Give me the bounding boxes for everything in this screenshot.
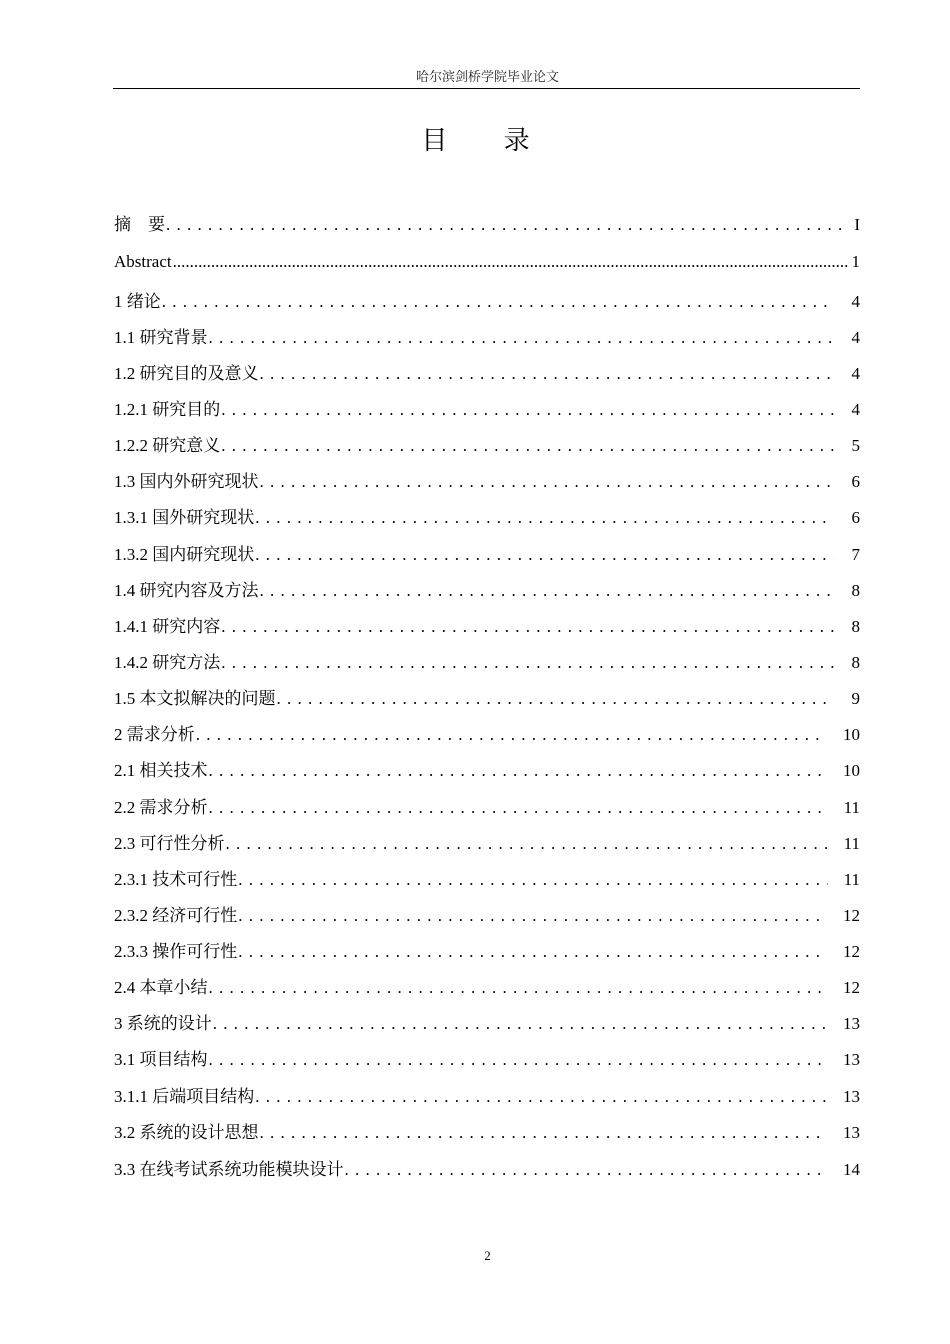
- toc-entry-page: 4: [851, 328, 860, 347]
- toc-entry-page: 10: [843, 725, 860, 744]
- toc-entry[interactable]: [114, 1009, 860, 1034]
- toc-entry[interactable]: [114, 359, 860, 384]
- toc-leader-dots: [345, 1160, 828, 1180]
- toc-leader-dots: [221, 400, 834, 420]
- toc-entry[interactable]: [114, 973, 860, 998]
- toc-entry[interactable]: [114, 431, 860, 456]
- toc-entry[interactable]: [114, 829, 860, 854]
- toc-entry[interactable]: [114, 287, 860, 312]
- toc-leader-dots: [255, 508, 834, 528]
- toc-entry[interactable]: [114, 1155, 860, 1180]
- toc-entry-page: 9: [851, 689, 860, 708]
- toc-entry-label: 1.1 研究背景: [114, 328, 208, 347]
- toc-entry-page: 4: [851, 292, 860, 311]
- toc-leader-dots: [209, 328, 835, 348]
- toc-entry-label: 2.4 本章小结: [114, 978, 208, 997]
- toc-leader-dots: [255, 1087, 827, 1107]
- toc-leader-dots: [238, 870, 827, 890]
- toc-leader-dots: [209, 978, 828, 998]
- toc-leader-dots: [166, 215, 848, 235]
- toc-entry-page: 12: [843, 978, 860, 997]
- toc-leader-dots: [221, 436, 834, 456]
- toc-entry[interactable]: [114, 865, 860, 890]
- toc-entry-page: 13: [843, 1087, 860, 1106]
- toc-entry-label: 摘 要: [114, 215, 165, 234]
- toc-entry-label: 2.3.3 操作可行性: [114, 942, 238, 961]
- toc-entry[interactable]: [114, 793, 860, 818]
- toc-entry-label: 1.4.1 研究内容: [114, 617, 221, 636]
- toc-entry-page: 6: [851, 508, 860, 527]
- toc-leader-dots: [238, 942, 827, 962]
- toc-entry[interactable]: [114, 648, 860, 673]
- toc-leader-dots: [255, 545, 834, 565]
- toc-entry-label: 3.3 在线考试系统功能模块设计: [114, 1160, 344, 1179]
- toc-leader-dots: [221, 617, 834, 637]
- toc-entry-page: 11: [843, 834, 860, 853]
- toc-leader-dots: [260, 581, 835, 601]
- toc-entry-page: 13: [843, 1050, 860, 1069]
- toc-entry[interactable]: [114, 540, 860, 565]
- toc-entry[interactable]: [114, 1082, 860, 1107]
- toc-title: 目 录: [421, 126, 554, 156]
- toc-entry-label: 2.2 需求分析: [114, 798, 208, 817]
- page-number: 2: [484, 1248, 491, 1263]
- toc-entry[interactable]: [114, 323, 860, 348]
- toc-leader-dots: [260, 472, 835, 492]
- toc-leader-dots: [221, 653, 834, 673]
- header-rule: [113, 88, 860, 89]
- toc-entry-label: 3.2 系统的设计思想: [114, 1123, 259, 1142]
- toc-entry-label: 2.3.2 经济可行性: [114, 906, 238, 925]
- toc-entry-label: 1.3.2 国内研究现状: [114, 545, 255, 564]
- toc-entry-label: 3.1.1 后端项目结构: [114, 1087, 255, 1106]
- toc-entry-label: 2.1 相关技术: [114, 761, 208, 780]
- toc-entry[interactable]: [114, 467, 860, 492]
- toc-leader-dots: [173, 252, 848, 272]
- toc-entry[interactable]: [114, 503, 860, 528]
- toc-entry-label: 2.3 可行性分析: [114, 834, 225, 853]
- toc-leader-dots: [196, 725, 827, 745]
- toc-entry-page: 6: [851, 472, 860, 491]
- toc-leader-dots: [277, 689, 835, 709]
- toc-entry-label: 1.5 本文拟解决的问题: [114, 689, 276, 708]
- toc-entry[interactable]: [114, 1045, 860, 1070]
- toc-entry-label: 3.1 项目结构: [114, 1050, 208, 1069]
- toc-entry-page: 11: [843, 798, 860, 817]
- toc-entry[interactable]: [114, 720, 860, 745]
- toc-entry[interactable]: [114, 1118, 860, 1143]
- toc-entry-label: 1.2.1 研究目的: [114, 400, 221, 419]
- toc-entry-page: 4: [851, 400, 860, 419]
- toc-entry[interactable]: [114, 252, 860, 272]
- toc-leader-dots: [209, 1050, 828, 1070]
- toc-leader-dots: [260, 364, 835, 384]
- toc-entry-label: 1.4 研究内容及方法: [114, 581, 259, 600]
- running-header: 哈尔滨剑桥学院毕业论文: [415, 69, 559, 84]
- toc-entry-page: I: [854, 215, 860, 234]
- toc-entry[interactable]: [114, 901, 860, 926]
- toc-entry-label: Abstract: [114, 252, 172, 271]
- toc-entry-page: 8: [851, 617, 860, 636]
- toc-entry-page: 5: [851, 436, 860, 455]
- toc-entry[interactable]: [114, 756, 860, 781]
- toc-entry-label: 1 绪论: [114, 292, 161, 311]
- toc-entry-page: 11: [843, 870, 860, 889]
- toc-entry-label: 1.3.1 国外研究现状: [114, 508, 255, 527]
- toc-entry-page: 12: [843, 942, 860, 961]
- toc-leader-dots: [226, 834, 828, 854]
- toc-leader-dots: [209, 798, 828, 818]
- toc-entry-label: 2 需求分析: [114, 725, 195, 744]
- toc-entry-page: 4: [851, 364, 860, 383]
- toc-entry[interactable]: [114, 937, 860, 962]
- toc-entry-page: 8: [851, 653, 860, 672]
- toc-entry-label: 3 系统的设计: [114, 1014, 212, 1033]
- toc-entry-page: 12: [843, 906, 860, 925]
- toc-entry-page: 13: [843, 1014, 860, 1033]
- toc-entry-page: 7: [851, 545, 860, 564]
- toc-entry-page: 10: [843, 761, 860, 780]
- toc-leader-dots: [209, 761, 828, 781]
- toc-entry[interactable]: [114, 210, 860, 235]
- toc-entry-label: 1.2 研究目的及意义: [114, 364, 259, 383]
- toc-entry-page: 14: [843, 1160, 860, 1179]
- toc-entry[interactable]: [114, 576, 860, 601]
- toc-entry[interactable]: [114, 612, 860, 637]
- toc-entry[interactable]: [114, 395, 860, 420]
- toc-leader-dots: [260, 1123, 828, 1143]
- toc-entry-label: 1.4.2 研究方法: [114, 653, 221, 672]
- toc-entry-label: 1.2.2 研究意义: [114, 436, 221, 455]
- toc-leader-dots: [162, 292, 834, 312]
- toc-entry-page: 1: [851, 252, 860, 271]
- toc-leader-dots: [213, 1014, 827, 1034]
- toc-leader-dots: [238, 906, 827, 926]
- toc-entry[interactable]: [114, 684, 860, 709]
- toc-entry-label: 1.3 国内外研究现状: [114, 472, 259, 491]
- toc-entry-page: 8: [851, 581, 860, 600]
- toc-entry-label: 2.3.1 技术可行性: [114, 870, 238, 889]
- toc-entry-page: 13: [843, 1123, 860, 1142]
